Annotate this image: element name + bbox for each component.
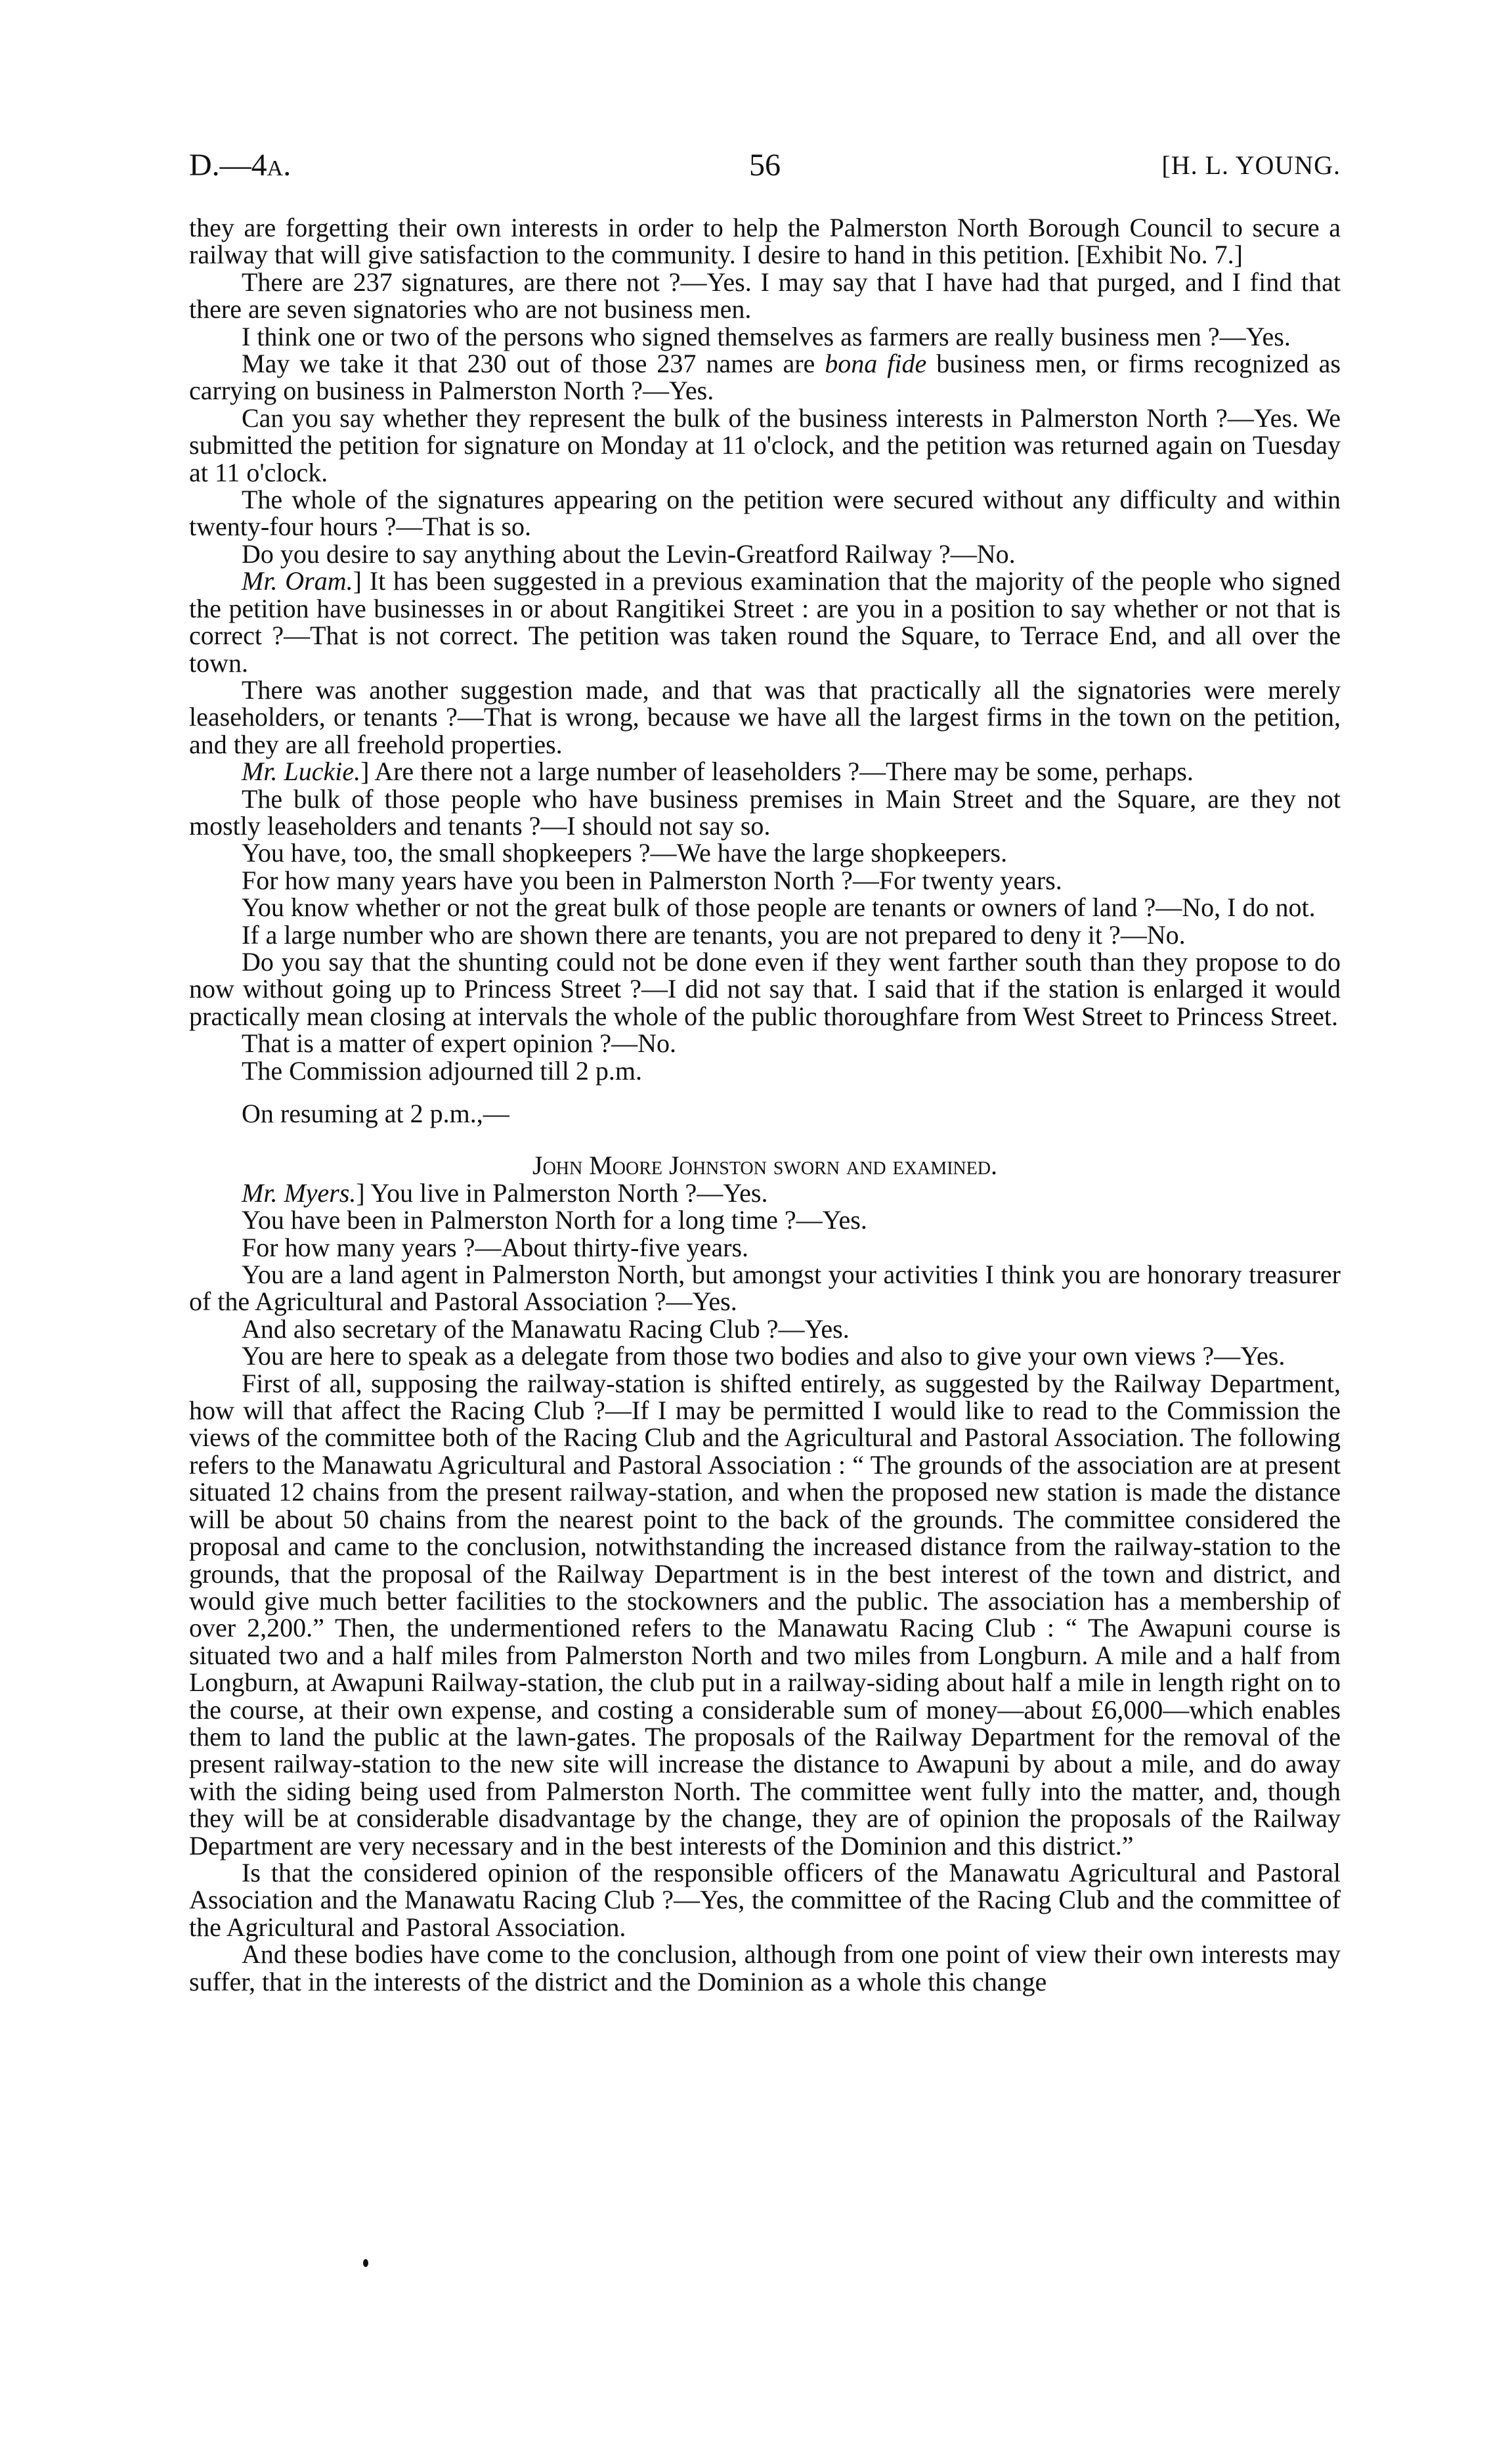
stray-ink-dot (363, 2259, 368, 2267)
paragraph (189, 1100, 1341, 1127)
paragraph-text: John Moore Johnston sworn and examined. (532, 1151, 997, 1181)
paragraph (189, 1179, 1341, 1206)
paragraph-text: That is a matter of expert opinion ?—No. (242, 1028, 677, 1059)
paragraph (189, 405, 1341, 486)
paragraph-text: And these bodies have come to the conclusion, although from one point of view their own interests may suffer, that in the interests of the district and the Dominion as a whole this change (189, 1939, 1341, 1996)
paragraph-text: First of all, supposing the railway-station is shifted entirely, as suggested by the Railway Department, how will that affect the Racing Club ?—If I may be permitted I would like to read to the Commission the views of the committee both of the Racing Club and the Agricultural and Pastoral Association. The following refers to the Manawatu Agricultural and Pastoral Association : “ The grounds of the association are at present situated 12 chains from the present railway-station, and when the proposed new station is made the distance will be about 50 chains from the nearest point to the back of the grounds. The committee considered the proposal and came to the conclusion, notwithstanding the increased distance from the railway-station to the grounds, that the proposal of the Railway Department is in the best interest of the town and district, and would give much better facilities to the stockowners and the public. The association has a membership of over 2,200.” Then, the undermentioned refers to the Manawatu Racing Club : “ The Awapuni course is situated two and a half miles from Palmerston North and two miles from Longburn. A mile and a half from Longburn, at Awapuni Railway-station, the club put in a railway-siding about half a mile in length right on to the course, at their own expense, and costing a considerable sum of money—about £6,000—which enables them to land the public at the lawn-gates. The proposals of the Railway Department for the removal of the present railway-station to the new site will increase the distance to Awapuni by about a mile, and do away with the siding being used from Palmerston North. The committee went fully into the matter, and, though they will be at considerable disadvantage by the change, they are of opinion the proposals of the Railway Department are very necessary and in the best interests of the Dominion and this district.” (189, 1368, 1341, 1860)
paragraph-text: The whole of the signatures appearing on the petition were secured without any difficulty and within twenty-four hours ?—That is so. (189, 485, 1341, 542)
paragraph (189, 894, 1341, 921)
paragraph-text: You have been in Palmerston North for a long time ?—Yes. (242, 1205, 867, 1235)
document-reference-main: D.—4 (189, 148, 267, 183)
paragraph-text: And also secretary of the Manawatu Racing Club ?—Yes. (242, 1313, 850, 1344)
paragraph-text: There are 237 signatures, are there not ?—Yes. I may say that I have had that purged, and I find that there are seven signatories who are not business men. (189, 267, 1341, 324)
italic-text: bona fide (825, 349, 927, 379)
paragraph (189, 323, 1341, 350)
paragraph (189, 1315, 1341, 1342)
paragraph (189, 1206, 1341, 1233)
italic-text: Mr. Myers. (242, 1177, 356, 1208)
paragraph (189, 1234, 1341, 1261)
paragraph-text: There was another suggestion made, and that was that practically all the signatories were merely leaseholders, or tenants ?—That is wrong, because we have all the largest firms in the town on the petition, and they are all freehold properties. (189, 674, 1341, 759)
paragraph-text: For how many years ?—About thirty-five years. (242, 1232, 749, 1262)
paragraph-text: ] You live in Palmerston North ?—Yes. (356, 1177, 768, 1208)
witness-heading (189, 1152, 1341, 1179)
paragraph (189, 486, 1341, 540)
paragraph (189, 1342, 1341, 1369)
paragraph (189, 948, 1341, 1030)
paragraph-text: If a large number who are shown there are tenants, you are not prepared to deny it ?—No. (242, 919, 1186, 950)
paragraph-text: You are here to speak as a delegate from those two bodies and also to give your own views ?—Yes. (242, 1341, 1285, 1371)
paragraph (189, 921, 1341, 948)
paragraph-text: The bulk of those people who have business premises in Main Street and the Square, are they not mostly leaseholders and tenants ?—I should not say so. (189, 783, 1341, 841)
paragraph-text: I think one or two of the persons who signed themselves as farmers are really business men ?—Yes. (242, 321, 1291, 351)
paragraph-text: You know whether or not the great bulk of those people are tenants or owners of land ?—No, I do not. (242, 892, 1316, 923)
paragraph-text: For how many years have you been in Palmerston North ?—For twenty years. (242, 865, 1062, 895)
paragraph (189, 1057, 1341, 1084)
document-body (189, 214, 1341, 1995)
paragraph (189, 867, 1341, 894)
paragraph-text: Is that the considered opinion of the responsible officers of the Manawatu Agricultural and Pastoral Association and the Manawatu Racing Club ?—Yes, the committee of the Racing Club and the committee of the Agricultural and Pastoral Association. (189, 1857, 1341, 1942)
paragraph-text: they are forgetting their own interests in order to help the Palmerston North Borough Council to secure a railway that will give satisfaction to the community. I desire to hand in this petition. [Exhibit No. 7.] (189, 213, 1341, 270)
paragraph (189, 540, 1341, 567)
paragraph-text: Do you desire to say anything about the Levin-Greatford Railway ?—No. (242, 539, 1016, 569)
page-header (189, 146, 1341, 185)
paragraph-text: ] It has been suggested in a previous examination that the majority of the people who signed the petition have businesses in or about Rangitikei Street : are you in a position to say whether or not that is correct ?—That is not correct. The petition was taken round the Square, to Terrace End, and all over the town. (189, 566, 1341, 678)
paragraph (189, 269, 1341, 323)
paragraph (189, 1859, 1341, 1941)
page-number: 56 (749, 148, 781, 183)
paragraph (189, 1370, 1341, 1859)
paragraph (189, 1941, 1341, 1995)
paragraph-text: On resuming at 2 p.m.,— (242, 1099, 509, 1128)
italic-text: Mr. Oram. (242, 566, 353, 596)
paragraph-text: Can you say whether they represent the bulk of the business interests in Palmerston North ?—Yes. We submitted the petition for signature on Monday at 11 o'clock, and the petition was returned again on Tuesday at 11 o'clock. (189, 403, 1341, 487)
paragraph-text: Do you say that the shunting could not be done even if they went farther south than they propose to do now without going up to Princess Street ?—I did not say that. I said that if the station is enlarged it would practically mean closing at intervals the whole of the public thoroughfare from West Street to Princess Street. (189, 946, 1341, 1031)
paragraph-text: You are a land agent in Palmerston North, but amongst your activities I think you are honorary treasurer of the Agricultural and Pastoral Association ?—Yes. (189, 1260, 1341, 1317)
paragraph (189, 1030, 1341, 1057)
witness-name: [H. L. YOUNG. (1161, 150, 1341, 180)
paragraph-text: business men, or firms recognized as carrying on business in Palmerston North ?—Yes. (189, 349, 1341, 406)
document-reference-suffix: a. (267, 148, 292, 183)
paragraph (189, 214, 1341, 269)
paragraph (189, 758, 1341, 785)
paragraph (189, 839, 1341, 866)
paragraph (189, 1261, 1341, 1315)
paragraph-text: ] Are there not a large number of leaseholders ?—There may be some, perhaps. (360, 757, 1194, 787)
paragraph-text: You have, too, the small shopkeepers ?—We have the large shopkeepers. (242, 838, 1008, 868)
paragraph (189, 676, 1341, 758)
paragraph (189, 350, 1341, 405)
paragraph (189, 567, 1341, 676)
paragraph-text: May we take it that 230 out of those 237 names are (242, 349, 825, 379)
paragraph-text: The Commission adjourned till 2 p.m. (242, 1055, 642, 1086)
paragraph (189, 785, 1341, 840)
italic-text: Mr. Luckie. (242, 757, 361, 787)
